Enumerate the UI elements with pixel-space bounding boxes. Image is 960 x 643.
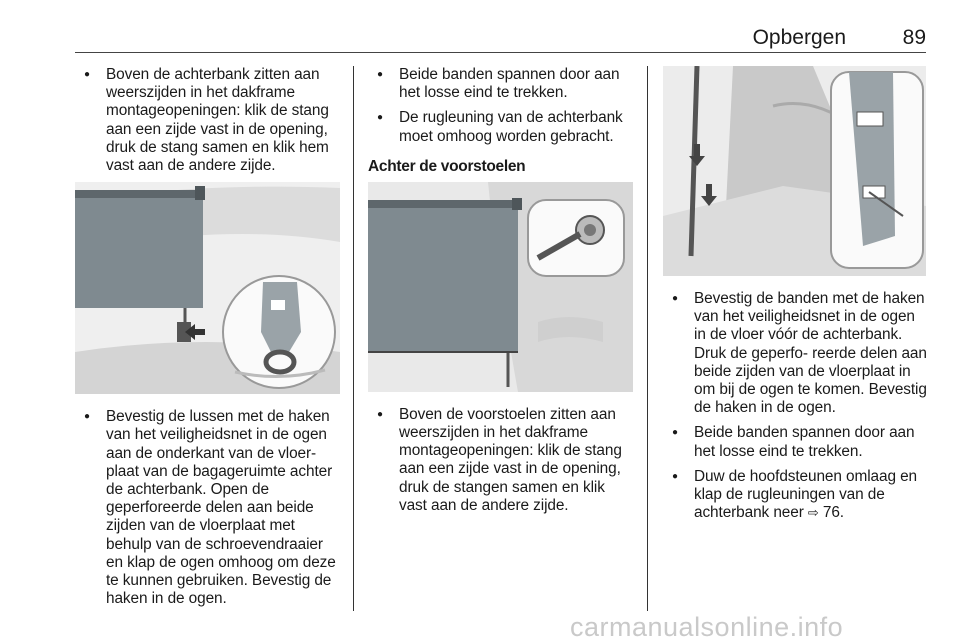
column-2	[368, 66, 633, 522]
page-reference-link[interactable]: 76.	[822, 504, 844, 522]
instruction-bullet: ● Bevestig de banden met de haken van het veiligheidsnet in de ogen in de vloer vóór de achterbank. Druk de geperfo- reerde delen aan beide zijden van de vloerplaat in om bij de ogen te komen. Bevestig de haken in de ogen.	[663, 290, 928, 417]
column-1	[75, 66, 340, 615]
instruction-bullet	[663, 468, 928, 523]
instruction-bullet: ● Beide banden spannen door aan het losse eind te trekken.	[368, 66, 633, 102]
watermark: carmanualsonline.info	[570, 612, 844, 642]
section-subheading: Achter de voorstoelen	[368, 157, 526, 175]
illustration-floor-eyes	[663, 66, 926, 276]
instruction-bullet: ● Boven de voorstoelen zitten aan weerszijden in het dakframe montageopeningen: klik de stang aan een zijde vast in de opening, druk de stangen samen en klik vast aan de andere zijde.	[368, 406, 633, 515]
page-reference-icon: ⇨	[807, 505, 819, 521]
instruction-bullet: ● Boven de achterbank zitten aan weerszijden in het dakframe montageopeningen: klik de stang aan een zijde vast in de opening, druk de stang samen en klik hem vast aan de andere zijde.	[75, 66, 340, 175]
instruction-bullet: ● De rugleuning van de achterbank moet omhoog worden gebracht.	[368, 109, 633, 145]
page-header	[75, 22, 926, 53]
column-3	[663, 66, 928, 529]
column-divider	[647, 66, 648, 611]
illustration-rear-roof-mount	[75, 182, 340, 394]
page-number: 89	[902, 26, 926, 49]
instruction-bullet: ● Beide banden spannen door aan het losse eind te trekken.	[663, 424, 928, 460]
section-title: Opbergen	[752, 26, 846, 49]
column-divider	[353, 66, 354, 611]
bullet-text: Duw de hoofdsteunen omlaag en klap de rugleuningen van de achterbank neer	[694, 467, 917, 522]
illustration-front-roof-mount	[368, 182, 633, 392]
instruction-bullet: ● Bevestig de lussen met de haken van het veiligheidsnet in de ogen aan de onderkant van de vloer- plaat van de bagageruimte achter de achterbank. Open de geperforeerde delen aan beide zijden van de vloerplaat met behulp van de schroevendraaier en klap de ogen omhoog om deze te kunnen gebruiken. Bevestig de haken in de ogen.	[75, 408, 340, 608]
